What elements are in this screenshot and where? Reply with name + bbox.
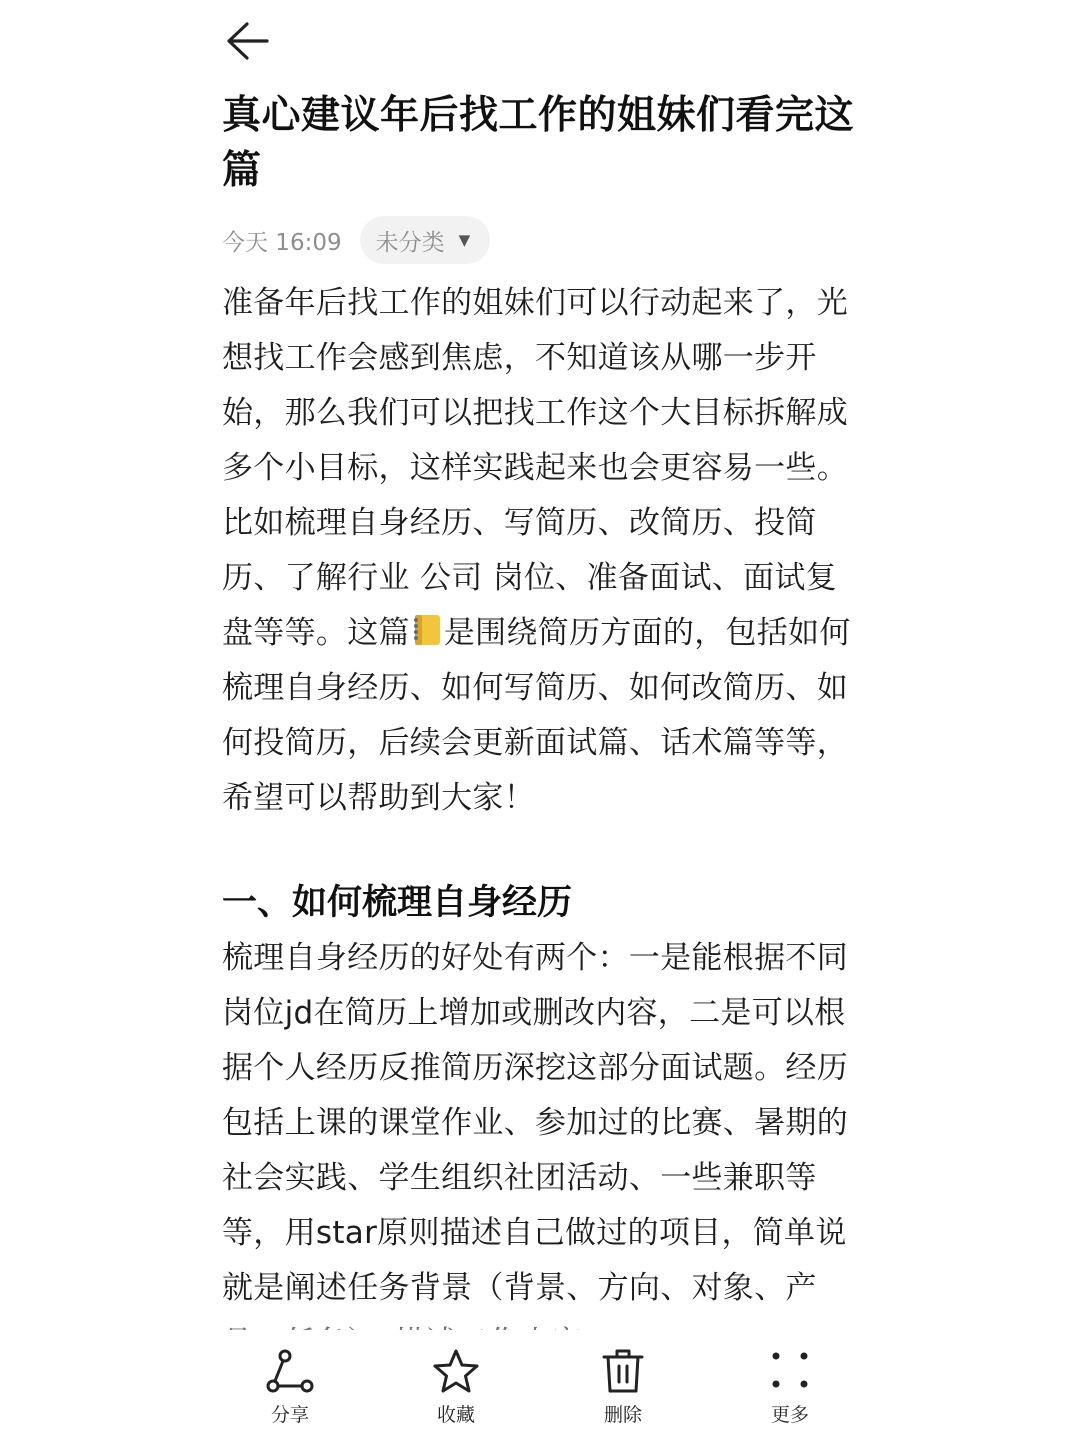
intro-text-1: 准备年后找工作的姐妹们可以行动起来了，光想找工作会感到焦虑，不知道该从哪一步开始，那么我们可以把找工作这个大目标拆解成多个小目标，这样实践起来也会更容易一些。比如梳理自身经历、写简历、改简历、投简历、了解行业 公司 岗位、准备面试、面试复盘等等。这篇	[222, 285, 848, 651]
star-icon	[431, 1348, 481, 1394]
bottom-toolbar	[0, 1330, 1080, 1440]
share-label: 分享	[270, 1404, 309, 1426]
note-title: 真心建议年后找工作的姐妹们看完这篇	[222, 93, 855, 193]
share-icon	[265, 1348, 315, 1394]
section-body: 梳理自身经历的好处有两个：一是能根据不同岗位jd在简历上增加或删改内容，二是可以根据个人经历反推简历深挖这部分面试题。经历包括上课的课堂作业、参加过的比赛、暑期的社会实践、学生组织社团活动、一些兼职等等，用star原则描述自己做过的项目，简单说就是阐述任务背景（背景、方向、对象、产	[222, 940, 848, 1306]
favorite-button[interactable]	[396, 1348, 516, 1440]
category-dropdown[interactable]	[360, 216, 491, 264]
section-heading: 一、如何梳理自身经历	[222, 883, 573, 923]
more-dots-icon	[765, 1348, 815, 1394]
note-meta	[222, 216, 858, 264]
intro-paragraph	[222, 276, 858, 826]
caret-down-icon: ▼	[458, 231, 471, 249]
delete-button[interactable]	[563, 1348, 683, 1440]
trash-icon	[598, 1348, 648, 1394]
share-button[interactable]	[230, 1348, 350, 1440]
notebook-icon	[410, 613, 444, 647]
back-button[interactable]	[222, 18, 272, 64]
favorite-label: 收藏	[436, 1404, 475, 1426]
intro-text-2: 是围绕简历方面的，包括如何梳理自身经历、如何写简历、如何改简历、如何投简历，后续会更新面试篇、话术篇等等，希望可以帮助到大家！	[222, 615, 851, 816]
delete-label: 删除	[603, 1404, 642, 1426]
arrow-left-icon	[225, 21, 269, 61]
note-content	[222, 88, 858, 1328]
more-button[interactable]	[730, 1348, 850, 1440]
note-time: 今天 16:09	[222, 229, 342, 256]
more-label: 更多	[770, 1404, 809, 1426]
category-label: 未分类	[375, 229, 445, 256]
